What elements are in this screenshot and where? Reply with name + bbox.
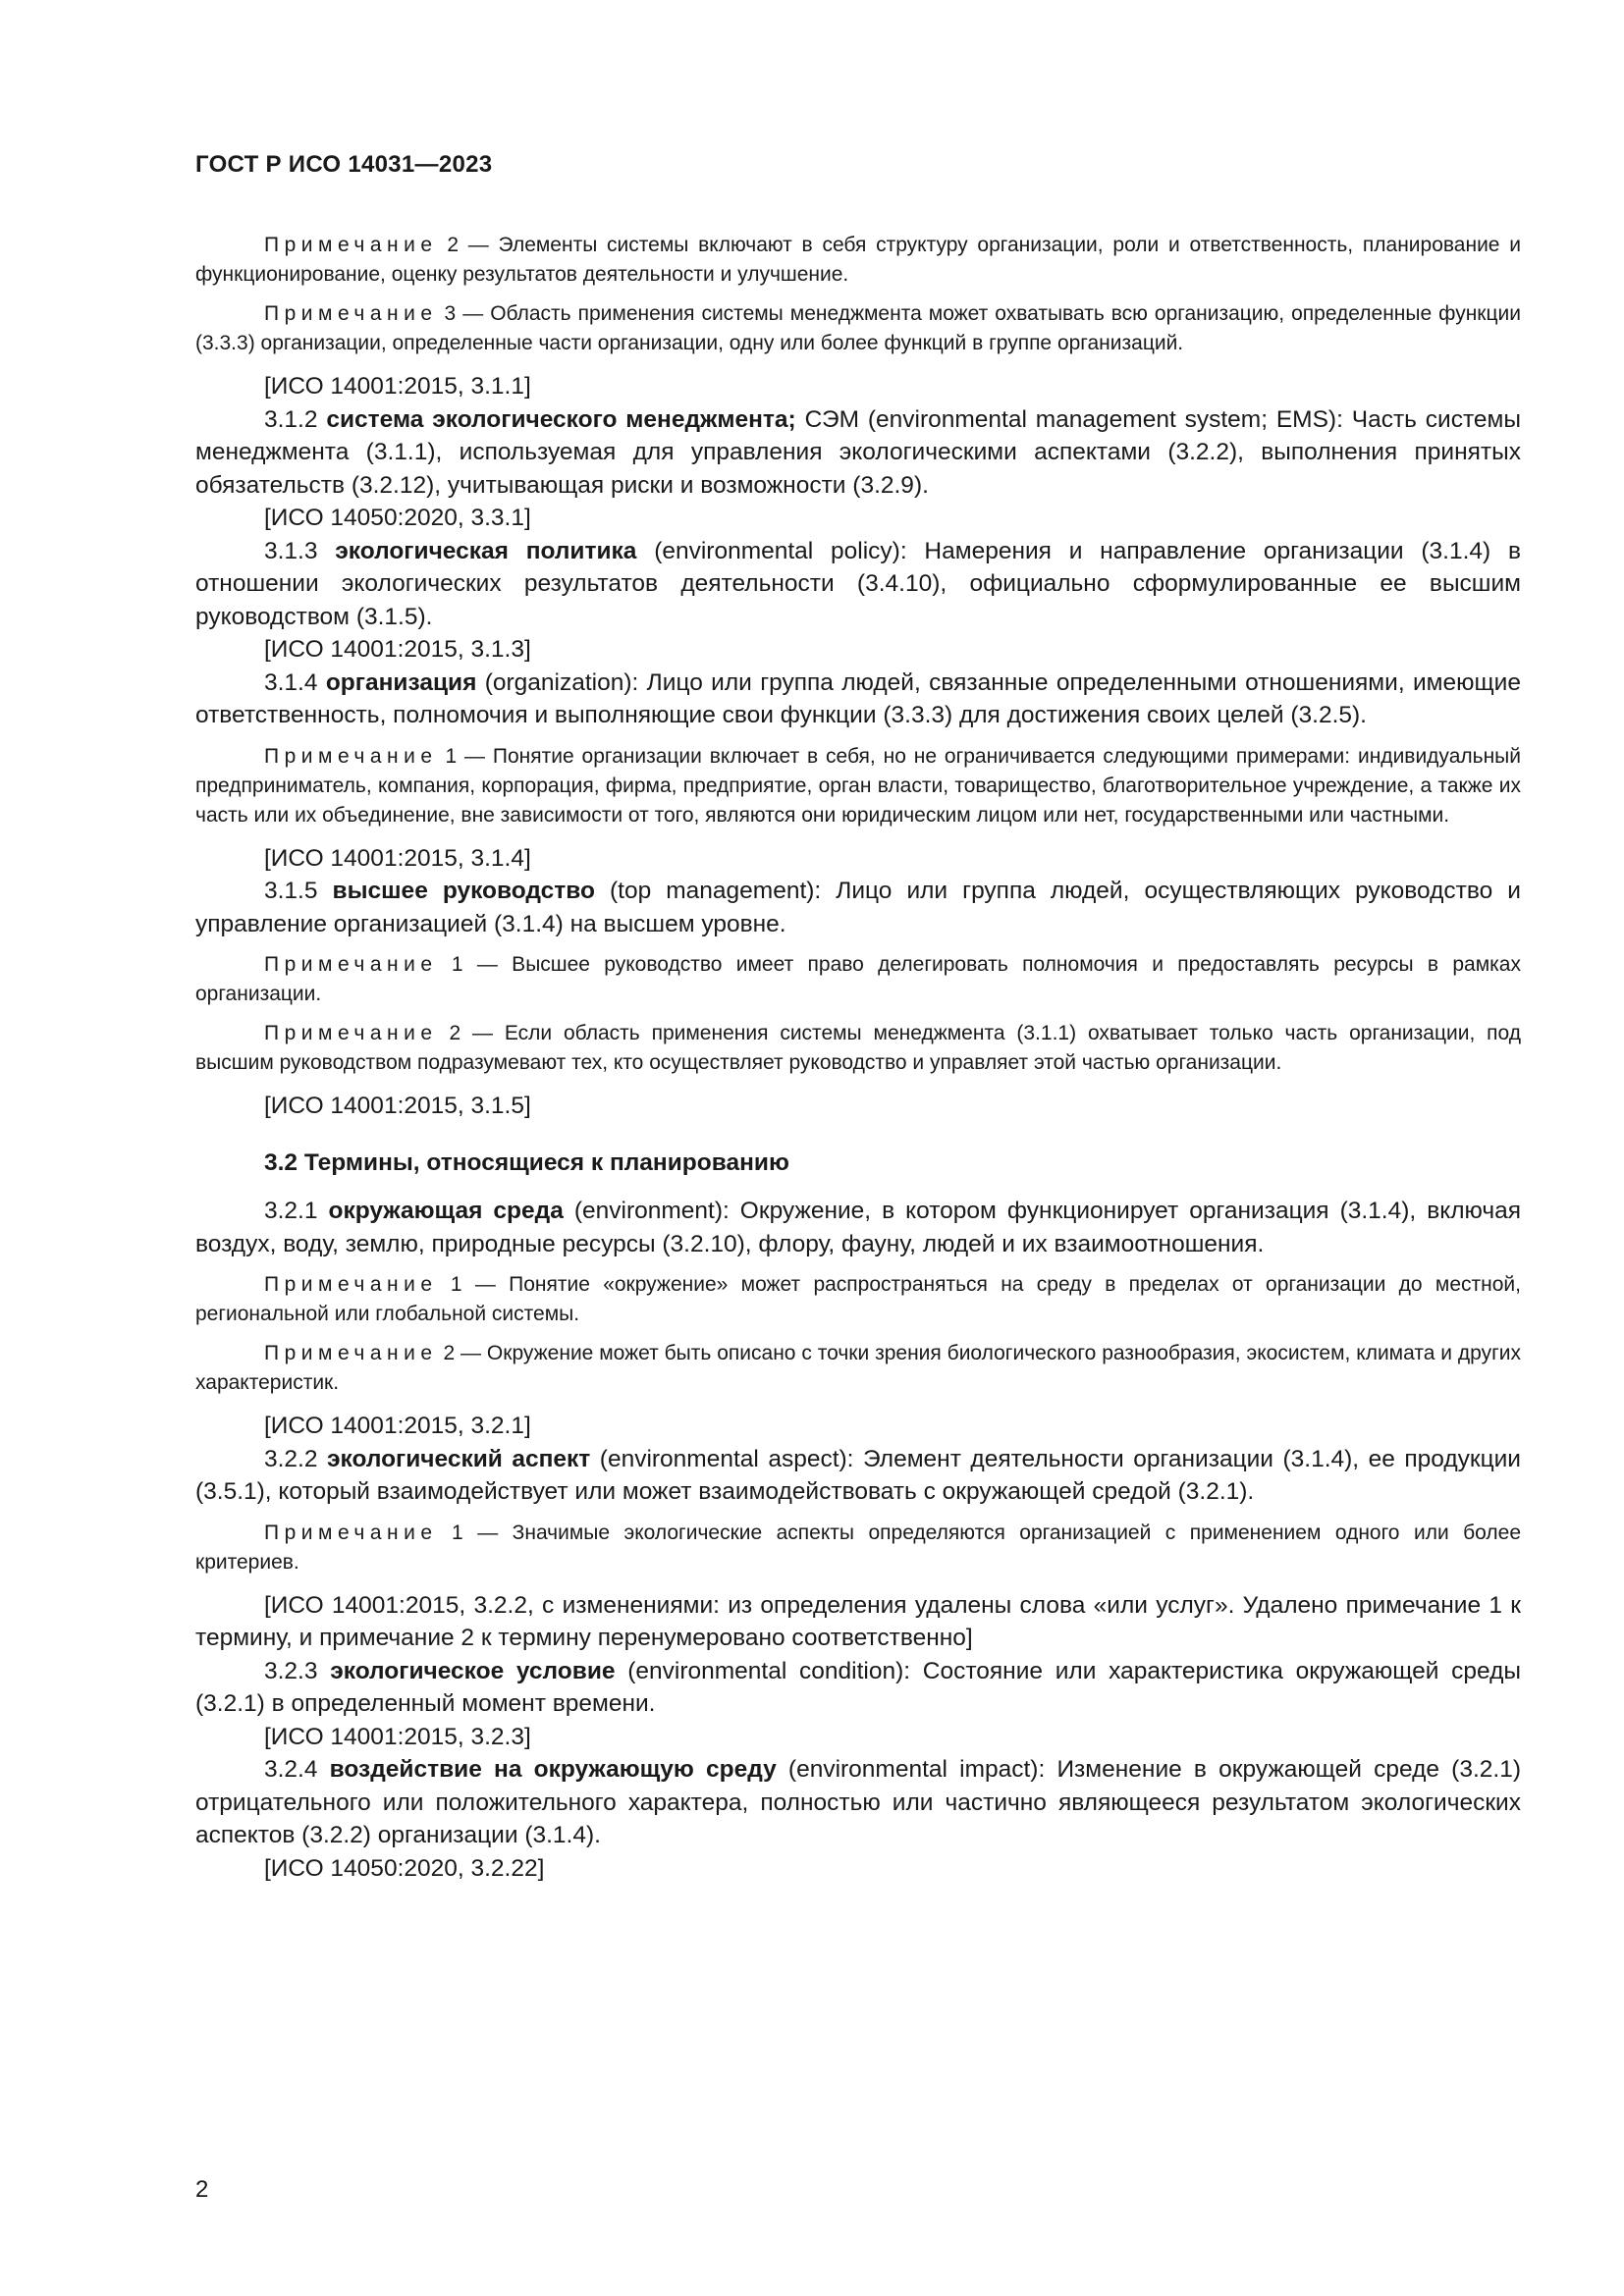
note: Примечание 2 — Если область применения системы менеджмента (3.1.1) охватывает только часть организации, под высшим руководством подразумевают тех, кто осуществляет руководство и управляет этой частью организации. <box>195 1022 1521 1074</box>
note-label: Примечание <box>264 1273 438 1296</box>
term-name: экологический аспект <box>327 1445 591 1472</box>
term-definition: 3.2.3 экологическое условие (environmental condition): Состояние или характеристика окружающей среды (3.2.1) в определенный момент времени. <box>195 1657 1521 1717</box>
note: Примечание 1 — Значимые экологические аспекты определяются организацией с применением одного или более критериев. <box>195 1521 1522 1574</box>
note: Примечание 1 — Понятие организации включает в себя, но не ограничивается следующими примерами: индивидуальный предприниматель, компания, корпорация, фирма, предприятие, орган власти, товарищество, благотворительное учреждение, а также их часть или их объединение, вне зависимости от того, являются они юридическим лицом или нет, государственными или частными. <box>195 744 1521 827</box>
note: Примечание 3 — Область применения системы менеджмента может охватывать всю организацию, определенные функции (3.3.3) организации, определенные части организации, одну или более функций в группе организаций. <box>195 302 1521 354</box>
term-name: экологическая политика <box>335 537 637 564</box>
note-label: Примечание <box>264 744 438 768</box>
note-label: Примечание <box>264 953 438 976</box>
term-name: система экологического менеджмента; <box>326 405 796 433</box>
section-heading: 3.2 Термины, относящиеся к планированию <box>264 1148 789 1176</box>
source-reference: [ИСО 14001:2015, 3.2.2, с изменениями: из определения удалены слова «или услуг». Удалено примечание 1 к термину, и примечание 2 к термину перенумеровано соответственно] <box>195 1591 1521 1651</box>
source-reference: [ИСО 14001:2015, 3.1.1] <box>264 373 531 400</box>
source-reference: [ИСО 14001:2015, 3.1.5] <box>264 1093 531 1119</box>
note: Примечание 1 — Понятие «окружение» может распространяться на среду в пределах от организации до местной, региональной или глобальной системы. <box>195 1273 1521 1325</box>
term-name: экологическое условие <box>330 1657 616 1684</box>
term-name: воздействие на окружающую среду <box>329 1756 777 1783</box>
term-definition: 3.2.1 окружающая среда (environment): Окружение, в котором функционирует организация (3.1.4), включая воздух, воду, землю, природные ресурсы (3.2.10), флору, фауну, людей и их взаимоотношения. <box>195 1198 1521 1257</box>
term-name: организация <box>325 668 477 696</box>
source-reference: [ИСО 14001:2015, 3.2.3] <box>264 1723 531 1750</box>
term-name: окружающая среда <box>328 1198 564 1224</box>
source-reference: [ИСО 14001:2015, 3.2.1] <box>264 1413 531 1439</box>
term-definition: 3.2.2 экологический аспект (environmental aspect): Элемент деятельности организации (3.1.4), ее продукции (3.5.1), который взаимодействует или может взаимодействовать с окружающей средой (3.2.1). <box>195 1445 1521 1505</box>
source-reference: [ИСО 14050:2020, 3.2.22] <box>264 1854 545 1882</box>
source-reference: [ИСО 14001:2015, 3.1.4] <box>264 844 531 872</box>
note-label: Примечание <box>264 302 438 325</box>
term-name: высшее руководство <box>332 878 595 904</box>
term-definition: 3.1.3 экологическая политика (environmental policy): Намерения и направление организации (3.1.4) в отношении экологических результатов деятельности (3.4.10), официально сформулированные ее высшим руководством (3.1.5). <box>195 537 1521 630</box>
source-reference: [ИСО 14050:2020, 3.3.1] <box>264 505 531 531</box>
note: Примечание 1 — Высшее руководство имеет право делегировать полномочия и предоставлять ресурсы в рамках организации. <box>195 953 1521 1005</box>
term-definition: 3.2.4 воздействие на окружающую среду (environmental impact): Изменение в окружающей среде (3.2.1) отрицательного или положительного характера, полностью или частично являющееся результатом экологических аспектов (3.2.2) организации (3.1.4). <box>195 1756 1521 1848</box>
term-definition: 3.1.4 организация (organization): Лицо или группа людей, связанные определенными отношениями, имеющие ответственность, полномочия и выполняющие свои функции (3.3.3) для достижения своих целей (3.2.5). <box>195 668 1521 728</box>
term-definition: 3.1.2 система экологического менеджмента; СЭМ (environmental management system; EMS): Часть системы менеджмента (3.1.1), используемая для управления экологическими аспектами (3.2.2), выполнения принятых обязательств (3.2.12), учитывающая риски и возможности (3.2.9). <box>195 405 1521 499</box>
source-reference: [ИСО 14001:2015, 3.1.3] <box>264 636 531 663</box>
document-header: ГОСТ Р ИСО 14031—2023 <box>195 151 493 178</box>
note: Примечание 2 — Элементы системы включают в себя структуру организации, роли и ответственность, планирование и функционирование, оценку результатов деятельности и улучшение. <box>195 234 1521 286</box>
note-label: Примечание <box>264 1342 438 1364</box>
note-label: Примечание <box>264 1022 438 1044</box>
note-label: Примечание <box>264 234 438 256</box>
page-number: 2 <box>195 2176 209 2203</box>
document-body <box>195 221 1521 1885</box>
term-definition: 3.1.5 высшее руководство (top management): Лицо или группа людей, осуществляющих руководство и управление организацией (3.1.4) на высшем уровне. <box>195 878 1521 937</box>
note-label: Примечание <box>264 1521 438 1544</box>
note: Примечание 2 — Окружение может быть описано с точки зрения биологического разнообразия, экосистем, климата и других характеристик. <box>195 1342 1521 1394</box>
